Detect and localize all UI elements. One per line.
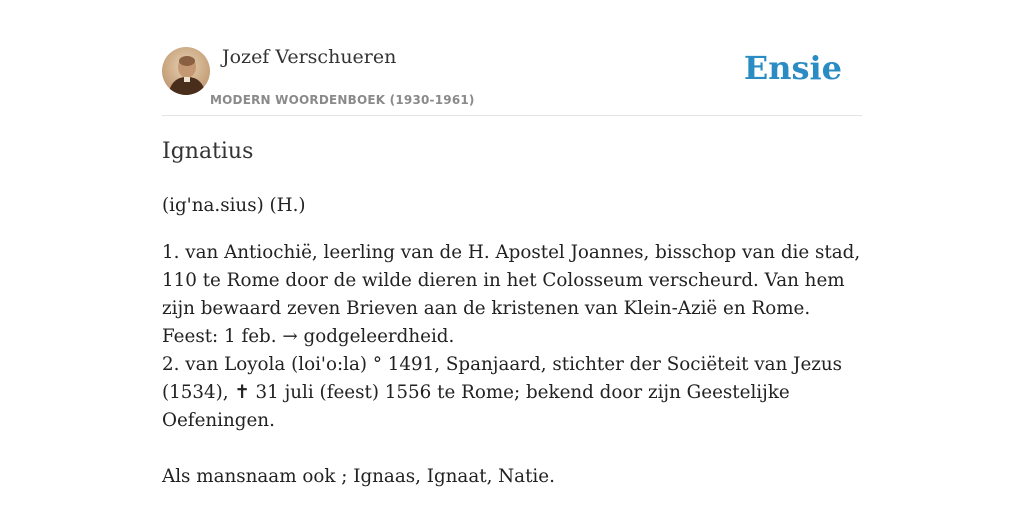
entry-content <box>162 192 872 491</box>
definition-2: 2. van Loyola (loi'o:la) ° 1491, Spanjaard, stichter der Sociëteit van Jezus (1534), ✝ 31 juli (feest) 1556 te Rome; bekend door zijn Geestelijke Oefeningen. <box>162 354 843 431</box>
entry-title: Ignatius <box>162 139 254 164</box>
name-variants: Als mansnaam ook ; Ignaas, Ignaat, Natie. <box>162 466 555 487</box>
author-portrait-icon <box>162 47 210 95</box>
pronunciation: (ig'na.sius) (H.) <box>162 195 306 216</box>
definition-1: 1. van Antiochië, leerling van de H. Apostel Joannes, bisschop van die stad, 110 te Rome door de wilde dieren in het Colosseum verscheurd. Van hem zijn bewaard zeven Brieven aan de kristenen van Klein-Azië en Rome. Feest: 1 feb. → godgeleerdheid. <box>162 242 861 347</box>
author-name[interactable]: Jozef Verschueren <box>222 46 397 68</box>
brand-logo[interactable]: Ensie <box>743 49 842 87</box>
author-avatar[interactable] <box>162 47 210 95</box>
source-label[interactable]: MODERN WOORDENBOEK (1930-1961) <box>210 93 475 107</box>
header <box>162 40 862 116</box>
